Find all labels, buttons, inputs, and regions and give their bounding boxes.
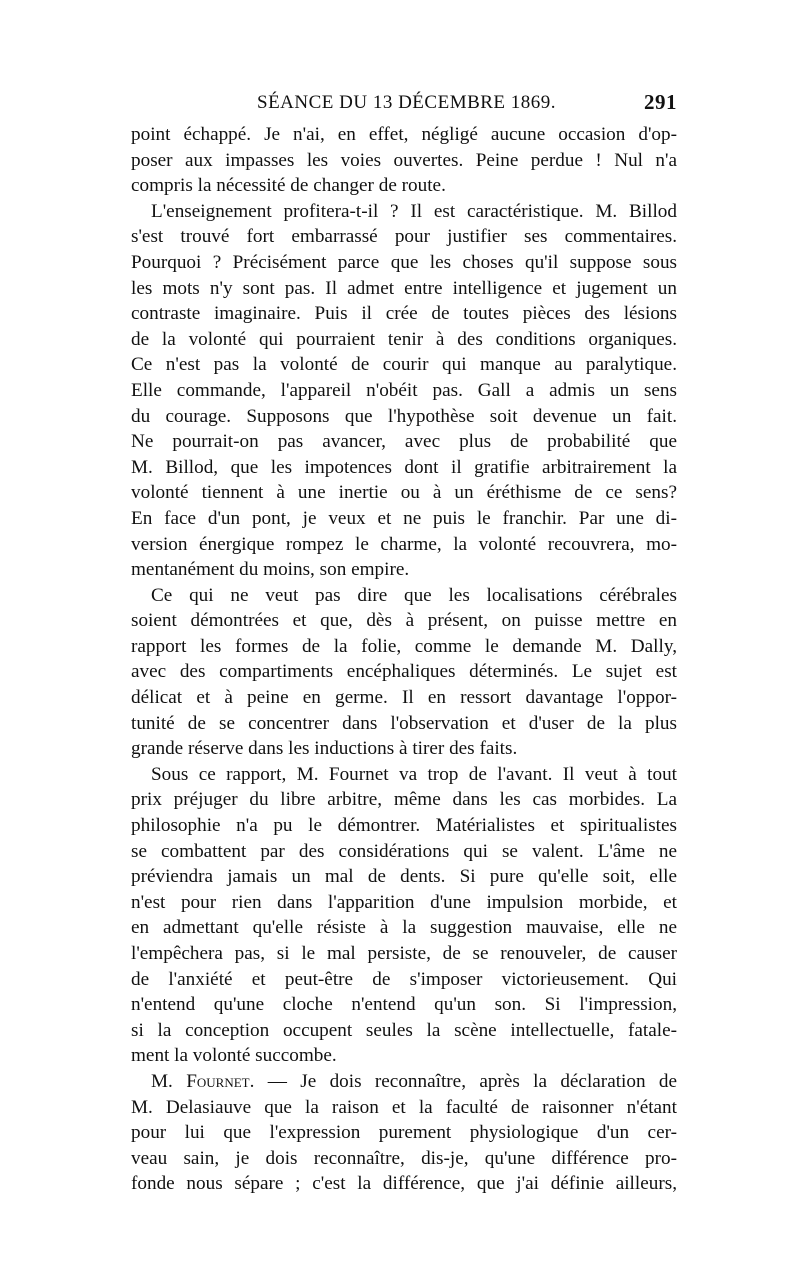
text-line: grande réserve dans les inductions à tirer des faits. [131, 738, 518, 760]
speaker-name: M. Fournet. [151, 1070, 255, 1092]
page-number: 291 [644, 90, 677, 114]
text-line: l'empêchera pas, si le mal persiste, de se renouveler, de causer [131, 943, 677, 964]
text-line: L'enseignement profitera-t-il ? Il est caractéristique. M. Billod [151, 200, 677, 222]
text-line: préviendra jamais un mal de dents. Si pure qu'elle soit, elle [131, 866, 677, 888]
text-line: se combattent par des considérations qui se valent. L'âme ne [131, 840, 677, 862]
text-line: n'est pour rien dans l'apparition d'une impulsion morbide, et [131, 891, 677, 913]
text-line: compris la nécessité de changer de route. [131, 175, 446, 197]
text-line: mentanément du moins, son empire. [131, 559, 410, 581]
speaker-lead: — Je dois reconnaître, après la déclaration de [267, 1070, 678, 1092]
text-line: Ce qui ne veut pas dire que les localisations cérébrales [151, 584, 677, 606]
text-line: pour lui que l'expression purement physiologique d'un cer- [131, 1122, 677, 1144]
text-line [131, 1069, 677, 1095]
book-page [131, 88, 677, 1197]
text-line: Elle commande, l'appareil n'obéit pas. Gall a admis un sens [131, 379, 677, 401]
text-line: prix préjuger du libre arbitre, même dans les cas morbides. La [131, 789, 677, 811]
text-line: les mots n'y sont pas. Il admet entre intelligence et jugement un [131, 277, 677, 299]
text-line: contraste imaginaire. Puis il crée de toutes pièces des lésions [131, 303, 677, 325]
text-line: M. Billod, que les impotences dont il gratifie arbitrairement la [131, 456, 677, 478]
running-head: SÉANCE DU 13 DÉCEMBRE 1869. [257, 92, 557, 113]
paragraph-2 [131, 199, 677, 583]
text-line: de l'anxiété et peut-être de s'imposer victorieusement. Qui [131, 968, 677, 990]
text-line: ment la volonté succombe. [131, 1045, 337, 1067]
text-line: Pourquoi ? Précisément parce que les choses qu'il suppose sous [131, 251, 677, 273]
text-line: Ce n'est pas la volonté de courir qui manque au paralytique. [131, 354, 677, 376]
text-line: de la volonté qui pourraient tenir à des conditions organiques. [131, 328, 677, 350]
text-line: philosophie n'a pu le démontrer. Matérialistes et spiritualistes [131, 815, 677, 837]
text-line: fonde nous sépare ; c'est la différence, que j'ai définie ailleurs, [131, 1173, 677, 1195]
text-line: veau sain, je dois reconnaître, dis-je, qu'une différence pro- [131, 1147, 677, 1169]
paragraph-3 [131, 583, 677, 762]
text-line: volonté tiennent à une inertie ou à un éréthisme de ce sens? [131, 482, 677, 504]
text-line: Ne pourrait-on pas avancer, avec plus de probabilité que [131, 431, 677, 453]
text-line: rapport les formes de la folie, comme le demande M. Dally, [131, 635, 677, 657]
text-line: si la conception occupent seules la scène intellectuelle, fatale- [131, 1019, 677, 1041]
text-line: soient démontrées et que, dès à présent, on puisse mettre en [131, 610, 677, 632]
text-line: tunité de se concentrer dans l'observation et d'user de la plus [131, 712, 677, 734]
page-header [131, 88, 677, 120]
text-line: délicat et à peine en germe. Il en ressort davantage l'oppor- [131, 687, 677, 709]
text-line: poser aux impasses les voies ouvertes. Peine perdue ! Nul n'a [131, 149, 677, 171]
text-line: en admettant qu'elle résiste à la suggestion mauvaise, elle ne [131, 917, 677, 939]
paragraph-5 [131, 1069, 677, 1197]
text-line: avec des compartiments encéphaliques déterminés. Le sujet est [131, 661, 677, 683]
text-line: version énergique rompez le charme, la volonté recouvrera, mo- [131, 533, 677, 555]
text-line: du courage. Supposons que l'hypothèse soit devenue un fait. [131, 405, 677, 427]
text-line: Sous ce rapport, M. Fournet va trop de l'avant. Il veut à tout [151, 763, 677, 785]
text-line: n'entend qu'une cloche n'entend qu'un son. Si l'impression, [131, 994, 677, 1016]
text-line: point échappé. Je n'ai, en effet, négligé aucune occasion d'op- [131, 124, 677, 145]
paragraph-1 [131, 122, 677, 199]
text-line: M. Delasiauve que la raison et la faculté de raisonner n'étant [131, 1096, 677, 1118]
body-text [131, 122, 677, 1197]
text-line: En face d'un pont, je veux et ne puis le franchir. Par une di- [131, 507, 677, 529]
paragraph-4 [131, 762, 677, 1069]
text-line: s'est trouvé fort embarrassé pour justifier ses commentaires. [131, 226, 677, 248]
